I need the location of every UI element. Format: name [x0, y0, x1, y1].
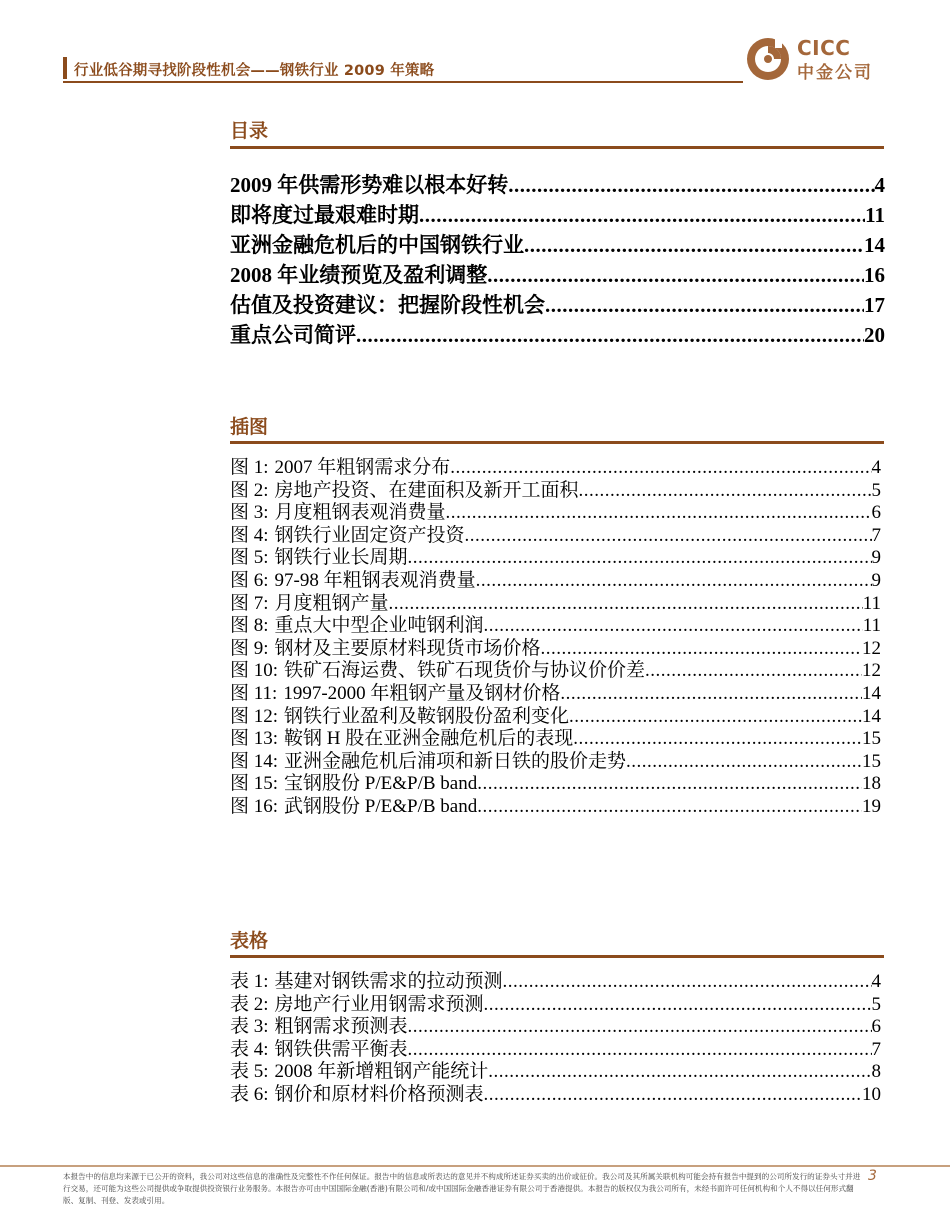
table-entry[interactable] [230, 1084, 881, 1107]
figure-entry-label: 图 4: [230, 524, 269, 546]
table-entry-label: 表 6: [230, 1083, 269, 1105]
figure-entry-label: 图 3: [230, 502, 269, 524]
figure-entry[interactable] [230, 728, 881, 751]
toc-leader-dots [484, 994, 872, 1017]
toc-leader-dots [484, 615, 863, 638]
figure-entry-label: 图 2: [230, 479, 269, 501]
toc-leader-dots [488, 1061, 871, 1084]
toc-leader-dots [487, 260, 864, 290]
figure-entry-title: 钢铁行业固定资产投资 [274, 524, 465, 546]
table-entry-title: 钢价和原材料价格预测表 [274, 1083, 484, 1105]
contents-list [230, 170, 885, 350]
table-entry-label: 表 1: [230, 971, 269, 992]
toc-leader-dots [569, 706, 862, 729]
table-entry-page: 6 [871, 1016, 881, 1038]
figure-entry-page: 18 [862, 773, 881, 795]
figure-entry[interactable] [230, 480, 881, 503]
toc-entry-page: 11 [865, 203, 885, 227]
toc-entry-page: 4 [874, 173, 885, 197]
figure-entry-title: 重点大中型企业吨钢利润 [274, 615, 484, 637]
figure-entry[interactable] [230, 615, 881, 638]
toc-entry[interactable] [230, 170, 885, 200]
toc-leader-dots [356, 320, 864, 350]
figure-entry-page: 11 [862, 615, 881, 637]
figure-entry-title: 亚洲金融危机后浦项和新日铁的股价走势 [284, 750, 627, 772]
toc-leader-dots [645, 660, 862, 683]
figure-entry-title: 鞍钢 H 股在亚洲金融危机后的表现 [284, 728, 574, 750]
toc-entry[interactable] [230, 200, 885, 230]
figure-entry-title: 武钢股份 P/E&P/B band [284, 795, 478, 817]
figure-entry[interactable] [230, 773, 881, 796]
figure-entry-page: 9 [871, 569, 881, 591]
figure-entry-label: 图 11: [230, 682, 278, 704]
table-entry-page: 10 [862, 1083, 881, 1105]
table-entry-label: 表 5: [230, 1061, 269, 1083]
figure-entry-page: 12 [862, 637, 881, 659]
table-entry[interactable] [230, 994, 881, 1017]
figure-entry-title: 钢材及主要原材料现货市场价格 [274, 637, 541, 659]
figure-entry-title: 钢铁行业长周期 [274, 547, 408, 569]
table-entry-title: 粗钢需求预测表 [274, 1016, 408, 1038]
toc-leader-dots [419, 200, 865, 230]
toc-leader-dots [560, 683, 862, 706]
figure-entry-title: 钢铁行业盈利及鞍钢股份盈利变化 [284, 705, 570, 727]
table-entry-page: 8 [871, 1061, 881, 1083]
toc-entry-title: 即将度过最艰难时期 [230, 203, 419, 227]
figure-entry[interactable] [230, 502, 881, 525]
toc-leader-dots [476, 570, 872, 593]
toc-entry[interactable] [230, 320, 885, 350]
figure-entry-label: 图 6: [230, 569, 269, 591]
toc-entry-page: 17 [864, 293, 885, 317]
figure-entry-label: 图 10: [230, 660, 279, 682]
figure-entry[interactable] [230, 525, 881, 548]
figure-entry-label: 图 14: [230, 750, 279, 772]
table-entry-label: 表 4: [230, 1038, 269, 1060]
toc-leader-dots [579, 480, 872, 503]
toc-leader-dots [626, 751, 862, 774]
figure-entry-page: 11 [862, 592, 881, 614]
toc-leader-dots [446, 502, 872, 525]
figure-entry[interactable] [230, 547, 881, 570]
figure-entry[interactable] [230, 706, 881, 729]
toc-leader-dots [408, 1016, 872, 1039]
figure-entry-label: 图 12: [230, 705, 279, 727]
toc-leader-dots [484, 1084, 862, 1107]
toc-entry-title: 估值及投资建议：把握阶段性机会 [230, 293, 545, 317]
header-divider [63, 81, 743, 83]
table-entry[interactable] [230, 1061, 881, 1084]
toc-entry-page: 20 [864, 323, 885, 347]
header-accent-bar [63, 57, 67, 79]
cicc-logo [745, 36, 895, 86]
figure-entry[interactable] [230, 638, 881, 661]
figure-entry-title: 铁矿石海运费、铁矿石现货价与协议价价差 [284, 660, 646, 682]
figure-entry-title: 97-98 年粗钢表观消费量 [274, 569, 476, 591]
figure-entry-page: 19 [862, 795, 881, 817]
figure-entry-page: 15 [862, 750, 881, 772]
table-entry-title: 2008 年新增粗钢产能统计 [274, 1061, 489, 1083]
figure-entry-label: 图 7: [230, 592, 269, 614]
figure-entry[interactable] [230, 457, 881, 480]
figure-entry-title: 房地产投资、在建面积及新开工面积 [274, 479, 579, 501]
figure-entry-label: 图 16: [230, 795, 279, 817]
figure-entry-title: 月度粗钢产量 [274, 592, 389, 614]
toc-entry-title: 2009 年供需形势难以根本好转 [230, 173, 509, 197]
toc-leader-dots [503, 971, 872, 994]
toc-leader-dots [450, 457, 871, 480]
figure-entry-label: 图 9: [230, 637, 269, 659]
figure-entry[interactable] [230, 593, 881, 616]
figure-entry[interactable] [230, 796, 881, 819]
tables-list [230, 971, 881, 1107]
table-entry[interactable] [230, 971, 881, 994]
table-entry[interactable] [230, 1039, 881, 1062]
toc-leader-dots [477, 796, 862, 819]
figure-entry-page: 6 [871, 502, 881, 524]
toc-leader-dots [573, 728, 862, 751]
table-entry-page: 5 [871, 993, 881, 1015]
table-entry[interactable] [230, 1016, 881, 1039]
cicc-logo-mark-icon [745, 36, 791, 82]
table-entry-title: 钢铁供需平衡表 [274, 1038, 408, 1060]
toc-leader-dots [477, 773, 862, 796]
toc-entry-title: 亚洲金融危机后的中国钢铁行业 [230, 233, 524, 257]
toc-leader-dots [508, 170, 874, 200]
toc-leader-dots [524, 230, 864, 260]
figures-rule [230, 441, 884, 444]
logo-text-cn: 中金公司 [797, 63, 873, 83]
toc-leader-dots [408, 547, 872, 570]
figure-entry-page: 5 [871, 479, 881, 501]
figure-entry-title: 月度粗钢表观消费量 [274, 502, 446, 524]
figure-entry-page: 9 [871, 547, 881, 569]
contents-heading: 目录 [230, 120, 269, 142]
table-entry-label: 表 3: [230, 1016, 269, 1038]
figure-entry-page: 7 [871, 524, 881, 546]
toc-entry-title: 2008 年业绩预览及盈利调整 [230, 263, 488, 287]
figure-entry-label: 图 1: [230, 457, 269, 478]
toc-entry-page: 16 [864, 263, 885, 287]
toc-entry[interactable] [230, 230, 885, 260]
figure-entry-label: 图 8: [230, 615, 269, 637]
toc-leader-dots [545, 290, 864, 320]
figure-entry-title: 1997-2000 年粗钢产量及钢材价格 [283, 682, 561, 704]
page-number: 3 [868, 1168, 877, 1184]
figure-entry[interactable] [230, 683, 881, 706]
figure-entry[interactable] [230, 751, 881, 774]
figures-heading: 插图 [230, 416, 269, 438]
toc-entry-title: 重点公司简评 [230, 323, 356, 347]
toc-leader-dots [389, 593, 863, 616]
figure-entry-title: 宝钢股份 P/E&P/B band [284, 773, 478, 795]
figure-entry-label: 图 5: [230, 547, 269, 569]
figure-entry-page: 4 [871, 457, 881, 478]
table-entry-label: 表 2: [230, 993, 269, 1015]
figure-entry[interactable] [230, 570, 881, 593]
figure-entry-page: 12 [862, 660, 881, 682]
figure-entry-page: 14 [862, 705, 881, 727]
logo-text-en: CICC [797, 36, 851, 60]
toc-leader-dots [465, 525, 872, 548]
table-entry-title: 房地产行业用钢需求预测 [274, 993, 484, 1015]
report-title: 行业低谷期寻找阶段性机会——钢铁行业 2009 年策略 [74, 63, 435, 79]
figures-list [230, 457, 881, 819]
toc-entry[interactable] [230, 260, 885, 290]
contents-rule [230, 146, 884, 149]
figure-entry-page: 15 [862, 728, 881, 750]
toc-leader-dots [408, 1039, 872, 1062]
figure-entry-title: 2007 年粗钢需求分布 [274, 457, 451, 478]
figure-entry-label: 图 13: [230, 728, 279, 750]
table-entry-page: 7 [871, 1038, 881, 1060]
figure-entry-label: 图 15: [230, 773, 279, 795]
table-entry-page: 4 [871, 971, 881, 992]
footer-divider [0, 1165, 950, 1167]
table-entry-title: 基建对钢铁需求的拉动预测 [274, 971, 503, 992]
toc-entry[interactable] [230, 290, 885, 320]
figure-entry[interactable] [230, 660, 881, 683]
toc-leader-dots [541, 638, 862, 661]
figure-entry-page: 14 [862, 682, 881, 704]
tables-rule [230, 955, 884, 958]
tables-heading: 表格 [230, 930, 269, 952]
toc-entry-page: 14 [864, 233, 885, 257]
footer-disclaimer: 本报告中的信息均来源于已公开的资料，我公司对这些信息的准确性及完整性不作任何保证。报告中的信息或所表达的意见并不构成所述证券买卖的出价或征价。我公司及其所属关联机构可能会持有报告中提到的公司所发行的证券头寸并进行交易，还可能为这些公司提供或争取提供投资银行业务服务。本报告亦可由中国国际金融(香港)有限公司和/或中国国际金融香港证券有限公司于香港提供。本报告的版权仅为我公司所有，未经书面许可任何机构和个人不得以任何形式翻版、复制、刊登、发表或引用。 [63, 1172, 861, 1205]
